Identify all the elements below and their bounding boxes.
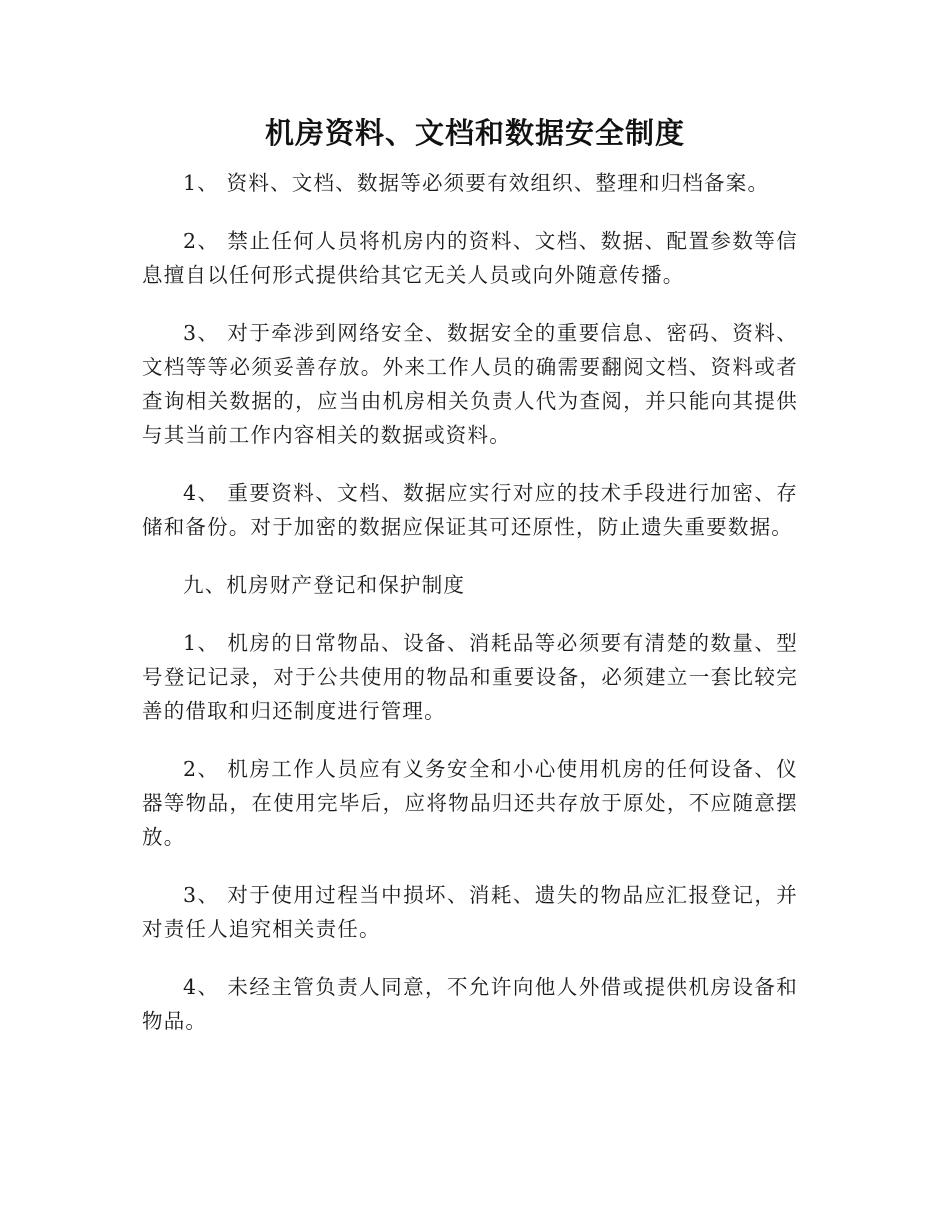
paragraph-8: 4、 未经主管负责人同意，不允许向他人外借或提供机房设备和物品。 [142, 975, 798, 1033]
paragraph-5: 1、 机房的日常物品、设备、消耗品等必须要有清楚的数量、型号登记记录，对于公共使用的物品和重要设备，必须建立一套比较完善的借取和归还制度进行管理。 [142, 631, 798, 723]
paragraph-7: 3、 对于使用过程当中损坏、消耗、遗失的物品应汇报登记，并对责任人追究相关责任。 [142, 883, 798, 941]
paragraph-3: 3、 对于牵涉到网络安全、数据安全的重要信息、密码、资料、文档等等必须妥善存放。外来工作人员的确需要翻阅文档、资料或者查询相关数据的，应当由机房相关负责人代为查阅，并只能向其提供与其当前工作内容相关的数据或资料。 [142, 321, 798, 447]
section-heading: 九、机房财产登记和保护制度 [183, 573, 466, 597]
paragraph-4: 4、 重要资料、文档、数据应实行对应的技术手段进行加密、存储和备份。对于加密的数据应保证其可还原性，防止遗失重要数据。 [142, 481, 798, 539]
paragraph-2: 2、 禁止任何人员将机房内的资料、文档、数据、配置参数等信息擅自以任何形式提供给其它无关人员或向外随意传播。 [142, 229, 798, 287]
page-title: 机房资料、文档和数据安全制度 [264, 116, 685, 150]
paragraph-1: 1、 资料、文档、数据等必须要有效组织、整理和归档备案。 [183, 171, 770, 195]
paragraph-6: 2、 机房工作人员应有义务安全和小心使用机房的任何设备、仪器等物品，在使用完毕后，应将物品归还共存放于原处，不应随意摆放。 [142, 757, 798, 849]
document-body [142, 166, 798, 1062]
